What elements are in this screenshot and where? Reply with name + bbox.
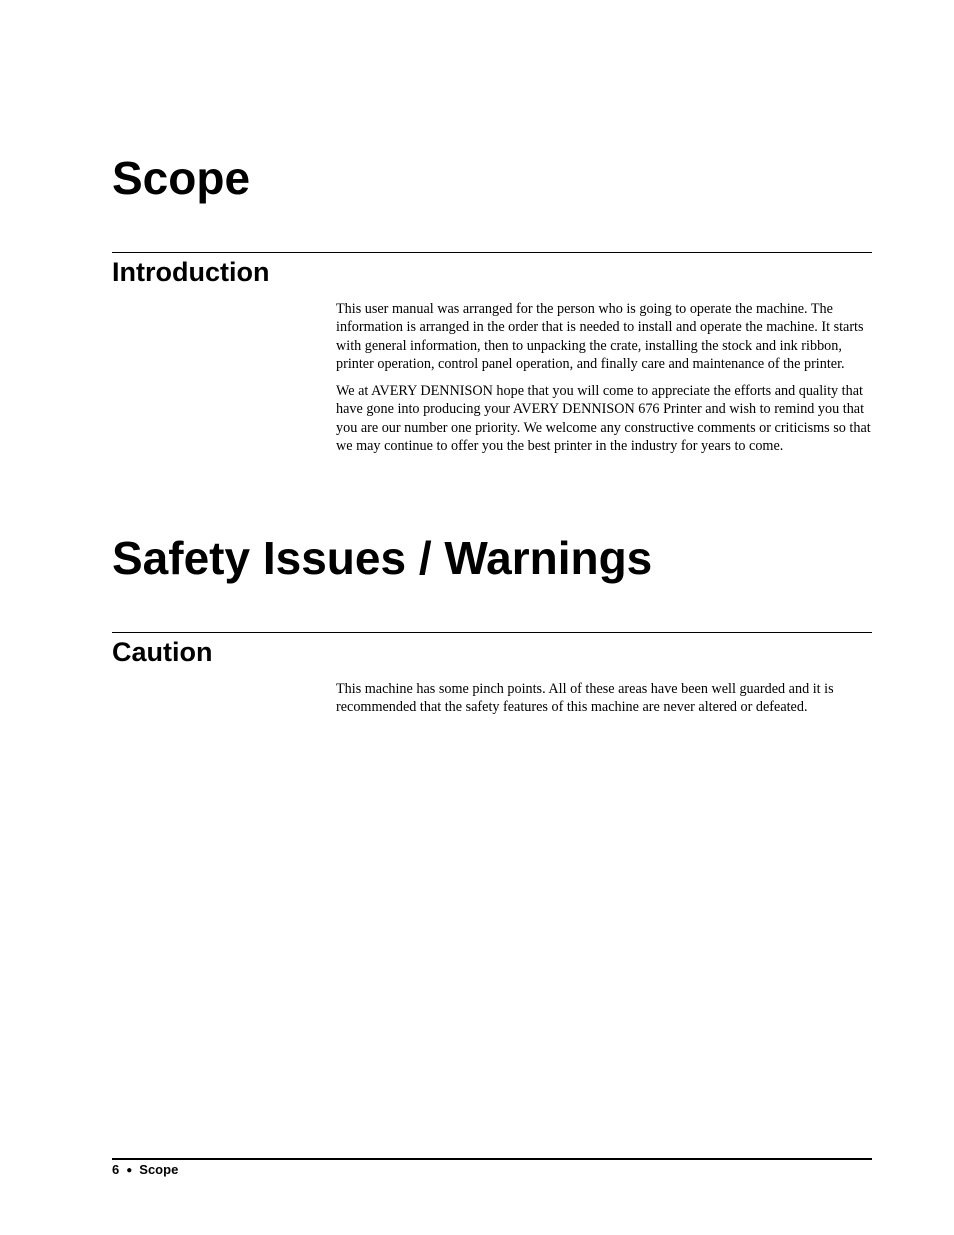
chapter-title-safety: Safety Issues / Warnings	[112, 532, 653, 584]
section-divider	[112, 632, 872, 633]
caution-body	[336, 680, 872, 726]
section-heading-caution: Caution	[112, 637, 213, 667]
bullet-separator: ●	[126, 1165, 133, 1176]
page-footer	[112, 1162, 178, 1179]
introduction-paragraph: This user manual was arranged for the person who is going to operate the machine. The information is arranged in the order that is needed to install and operate the machine. It starts with general information, then to unpacking the crate, installing the stock and ink ribbon, printer operation, control panel operation, and finally care and maintenance of the printer.	[336, 301, 864, 372]
footer-rule	[112, 1158, 872, 1160]
chapter-title-scope: Scope	[112, 152, 251, 204]
caution-paragraph: This machine has some pinch points. All of these areas have been well guarded and it is recommended that the safety features of this machine are never altered or defeated.	[336, 681, 834, 716]
section-heading-introduction: Introduction	[112, 257, 270, 287]
footer-section-name: Scope	[139, 1162, 179, 1177]
introduction-body	[336, 300, 872, 464]
page-number: 6	[112, 1162, 120, 1177]
section-divider	[112, 252, 872, 253]
introduction-paragraph: We at AVERY DENNISON hope that you will come to appreciate the efforts and quality that have gone into producing your AVERY DENNISON 676 Printer and wish to remind you that you are our number one priority. We welcome any constructive comments or criticisms so that we may continue to offer you the best printer in the industry for years to come.	[336, 383, 871, 455]
